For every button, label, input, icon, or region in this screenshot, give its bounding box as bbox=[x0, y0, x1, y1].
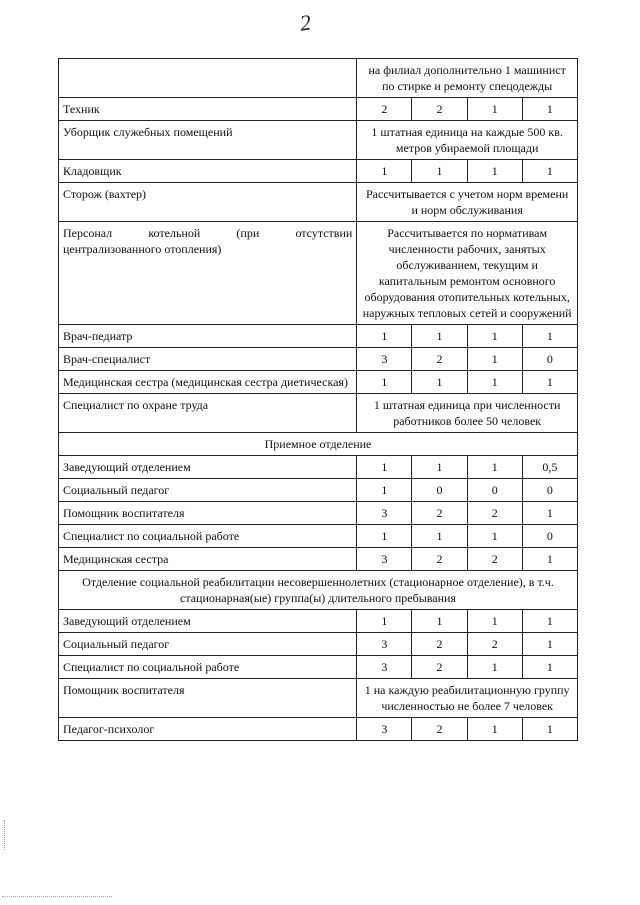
table-row bbox=[59, 394, 578, 433]
merged-norm-cell: Рассчитывается с учетом норм времени и норм обслуживания bbox=[357, 183, 578, 222]
merged-norm-cell: 1 штатная единица при численности работников более 50 человек bbox=[357, 394, 578, 433]
table-body-reception bbox=[59, 456, 578, 571]
value-cell: 1 bbox=[357, 371, 412, 394]
position-name: Заведующий отделением bbox=[59, 610, 357, 633]
value-cell: 1 bbox=[412, 525, 467, 548]
position-name: Медицинская сестра (медицинская сестра диетическая) bbox=[59, 371, 357, 394]
value-cell: 0 bbox=[522, 525, 577, 548]
value-cell: 1 bbox=[412, 371, 467, 394]
value-cell: 1 bbox=[522, 371, 577, 394]
table-body-top bbox=[59, 98, 578, 433]
value-cell: 1 bbox=[412, 325, 467, 348]
value-cell: 2 bbox=[412, 98, 467, 121]
table-row bbox=[59, 348, 578, 371]
value-cell: 2 bbox=[412, 348, 467, 371]
header-note: на филиал дополнительно 1 машинист по стирке и ремонту спецодежды bbox=[357, 59, 578, 98]
value-cell: 2 bbox=[357, 98, 412, 121]
scan-margin-mark bbox=[4, 820, 7, 850]
table-row bbox=[59, 718, 578, 741]
position-name: Врач-специалист bbox=[59, 348, 357, 371]
merged-norm-cell: 1 на каждую реабилитационную группу численностью не более 7 человек bbox=[357, 679, 578, 718]
position-name: Сторож (вахтер) bbox=[59, 183, 357, 222]
table-row bbox=[59, 656, 578, 679]
position-name: Уборщик служебных помещений bbox=[59, 121, 357, 160]
value-cell: 1 bbox=[467, 160, 522, 183]
value-cell: 1 bbox=[357, 160, 412, 183]
position-name: Врач-педиатр bbox=[59, 325, 357, 348]
value-cell: 1 bbox=[522, 160, 577, 183]
value-cell: 3 bbox=[357, 502, 412, 525]
position-name: Специалист по охране труда bbox=[59, 394, 357, 433]
value-cell: 3 bbox=[357, 633, 412, 656]
table-row bbox=[59, 610, 578, 633]
position-name: Специалист по социальной работе bbox=[59, 656, 357, 679]
table-row bbox=[59, 59, 578, 98]
value-cell: 2 bbox=[412, 718, 467, 741]
value-cell: 1 bbox=[522, 98, 577, 121]
table-row bbox=[59, 502, 578, 525]
section-title-rehab: Отделение социальной реабилитации несовершеннолетних (стационарное отделение), в т.ч. стационарная(ые) группа(ы) длительного пребывания bbox=[59, 571, 578, 610]
value-cell: 1 bbox=[412, 160, 467, 183]
position-name: Заведующий отделением bbox=[59, 456, 357, 479]
value-cell: 3 bbox=[357, 718, 412, 741]
table-row bbox=[59, 456, 578, 479]
table-cell-empty bbox=[59, 59, 357, 98]
table-row bbox=[59, 183, 578, 222]
value-cell: 3 bbox=[357, 548, 412, 571]
value-cell: 3 bbox=[357, 348, 412, 371]
section-row bbox=[59, 571, 578, 610]
value-cell: 2 bbox=[467, 633, 522, 656]
table-body-rehab bbox=[59, 610, 578, 741]
value-cell: 2 bbox=[412, 502, 467, 525]
position-name: Социальный педагог bbox=[59, 633, 357, 656]
value-cell: 1 bbox=[357, 456, 412, 479]
value-cell: 1 bbox=[357, 610, 412, 633]
value-cell: 1 bbox=[522, 610, 577, 633]
table-row bbox=[59, 160, 578, 183]
value-cell: 1 bbox=[412, 456, 467, 479]
value-cell: 2 bbox=[412, 656, 467, 679]
value-cell: 1 bbox=[412, 610, 467, 633]
value-cell: 0,5 bbox=[522, 456, 577, 479]
section-row bbox=[59, 433, 578, 456]
merged-norm-cell: Рассчитывается по нормативам численности рабочих, занятых обслуживанием, текущим и капитальным ремонтом основного оборудования отопительных котельных, наружных тепловых сетей и сооружений bbox=[357, 222, 578, 325]
position-name: Помощник воспитателя bbox=[59, 679, 357, 718]
table-row bbox=[59, 679, 578, 718]
value-cell: 1 bbox=[522, 325, 577, 348]
value-cell: 1 bbox=[522, 656, 577, 679]
table-row bbox=[59, 222, 578, 325]
position-name: Персонал котельной (при отсутствии централизованного отопления) bbox=[59, 222, 357, 325]
position-name: Педагог-психолог bbox=[59, 718, 357, 741]
value-cell: 2 bbox=[412, 548, 467, 571]
position-name: Помощник воспитателя bbox=[59, 502, 357, 525]
position-name: Техник bbox=[59, 98, 357, 121]
value-cell: 1 bbox=[467, 325, 522, 348]
table-row bbox=[59, 325, 578, 348]
value-cell: 1 bbox=[522, 502, 577, 525]
scan-bottom-mark bbox=[2, 896, 112, 903]
position-name: Социальный педагог bbox=[59, 479, 357, 502]
table-row bbox=[59, 548, 578, 571]
value-cell: 1 bbox=[467, 98, 522, 121]
value-cell: 1 bbox=[467, 525, 522, 548]
value-cell: 1 bbox=[357, 479, 412, 502]
value-cell: 2 bbox=[467, 548, 522, 571]
value-cell: 1 bbox=[467, 348, 522, 371]
value-cell: 1 bbox=[467, 610, 522, 633]
position-name: Медицинская сестра bbox=[59, 548, 357, 571]
position-name: Специалист по социальной работе bbox=[59, 525, 357, 548]
value-cell: 0 bbox=[412, 479, 467, 502]
value-cell: 0 bbox=[522, 479, 577, 502]
value-cell: 1 bbox=[357, 325, 412, 348]
section-title-reception: Приемное отделение bbox=[59, 433, 578, 456]
value-cell: 1 bbox=[522, 548, 577, 571]
value-cell: 1 bbox=[357, 525, 412, 548]
table-row bbox=[59, 98, 578, 121]
staff-table bbox=[58, 58, 578, 741]
value-cell: 1 bbox=[467, 718, 522, 741]
value-cell: 0 bbox=[522, 348, 577, 371]
table-row bbox=[59, 633, 578, 656]
position-name: Кладовщик bbox=[59, 160, 357, 183]
value-cell: 1 bbox=[522, 633, 577, 656]
value-cell: 1 bbox=[522, 718, 577, 741]
value-cell: 2 bbox=[412, 633, 467, 656]
page-number: 2 bbox=[298, 9, 313, 36]
table-row bbox=[59, 479, 578, 502]
value-cell: 0 bbox=[467, 479, 522, 502]
value-cell: 1 bbox=[467, 371, 522, 394]
table-row bbox=[59, 121, 578, 160]
table-row bbox=[59, 525, 578, 548]
value-cell: 3 bbox=[357, 656, 412, 679]
value-cell: 1 bbox=[467, 456, 522, 479]
value-cell: 1 bbox=[467, 656, 522, 679]
table-row bbox=[59, 371, 578, 394]
value-cell: 2 bbox=[467, 502, 522, 525]
merged-norm-cell: 1 штатная единица на каждые 500 кв. метров убираемой площади bbox=[357, 121, 578, 160]
